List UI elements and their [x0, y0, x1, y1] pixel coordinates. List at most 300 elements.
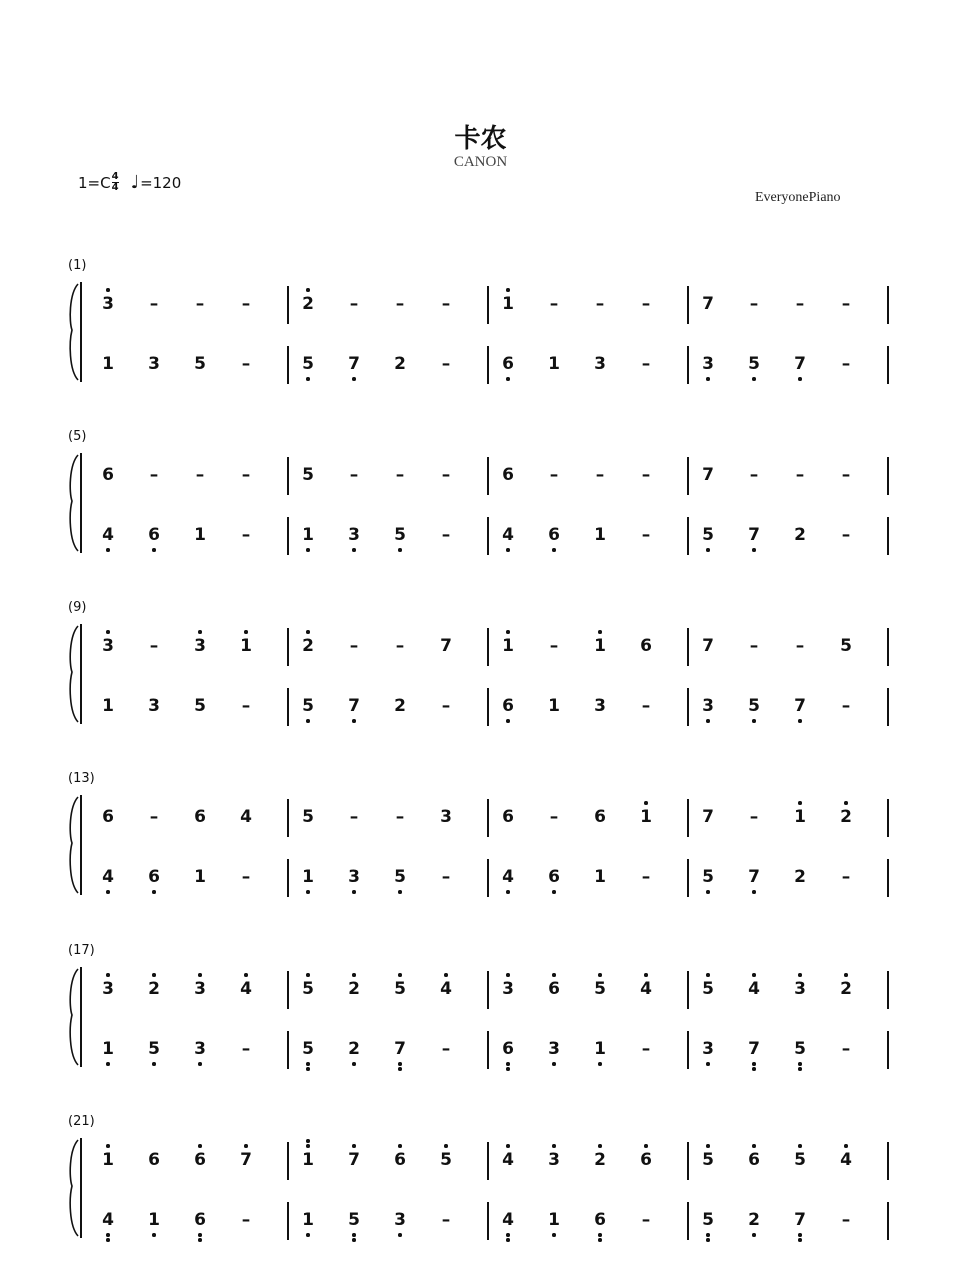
note-digit: 4	[440, 979, 452, 999]
note	[94, 800, 122, 834]
note-digit: 6	[148, 1150, 160, 1170]
note	[740, 860, 768, 894]
octave-down-dot	[398, 548, 402, 552]
note	[186, 800, 214, 834]
barline	[887, 346, 889, 384]
score-subtitle: CANON	[453, 154, 508, 170]
octave-up-dot	[644, 1144, 648, 1148]
note	[294, 689, 322, 723]
note-digit: 1	[502, 636, 514, 656]
barline	[687, 1031, 689, 1069]
dash-extension	[232, 287, 260, 321]
note-digit: 6	[148, 525, 160, 545]
note-digit: 5	[302, 1039, 314, 1059]
note	[694, 800, 722, 834]
octave-up-dot	[152, 973, 156, 977]
note-digit: 3	[348, 867, 360, 887]
note-digit: 4	[102, 867, 114, 887]
note-digit: 1	[194, 525, 206, 545]
note-digit: –	[149, 465, 159, 485]
octave-down-dot	[552, 548, 556, 552]
note-digit: –	[349, 636, 359, 656]
barline	[887, 1142, 889, 1180]
octave-down-dot	[598, 1233, 602, 1237]
barline	[287, 457, 289, 495]
note	[432, 972, 460, 1006]
octave-up-dot	[706, 973, 710, 977]
note-digit: 4	[640, 979, 652, 999]
note-digit: 6	[394, 1150, 406, 1170]
score-system	[0, 429, 961, 569]
note-digit: 4	[840, 1150, 852, 1170]
dash-extension	[232, 689, 260, 723]
octave-up-dot	[506, 630, 510, 634]
dash-extension	[632, 1203, 660, 1237]
note-digit: 3	[702, 354, 714, 374]
note-digit: 7	[348, 696, 360, 716]
note-digit: 5	[302, 465, 314, 485]
dash-extension	[340, 287, 368, 321]
note	[94, 1203, 122, 1237]
note	[786, 1203, 814, 1237]
note-digit: –	[641, 1210, 651, 1230]
note-digit: 2	[148, 979, 160, 999]
note-digit: 6	[594, 1210, 606, 1230]
note-digit: 6	[594, 807, 606, 827]
note	[740, 972, 768, 1006]
octave-down-dot	[506, 548, 510, 552]
octave-up-dot	[306, 288, 310, 292]
barline	[287, 1142, 289, 1180]
barline	[887, 859, 889, 897]
note-digit: –	[195, 465, 205, 485]
note-digit: 1	[502, 294, 514, 314]
note-digit: 2	[840, 807, 852, 827]
measure-number: (9)	[68, 600, 87, 615]
octave-up-dot	[598, 973, 602, 977]
note	[740, 1143, 768, 1177]
note-digit: 6	[502, 465, 514, 485]
note-digit: –	[441, 354, 451, 374]
note	[494, 629, 522, 663]
octave-down-dot	[352, 1238, 356, 1242]
note-digit: –	[641, 1039, 651, 1059]
dash-extension	[340, 458, 368, 492]
note-digit: 1	[240, 636, 252, 656]
barline	[887, 1202, 889, 1240]
note	[186, 1032, 214, 1066]
octave-down-dot	[752, 1062, 756, 1066]
note-digit: –	[749, 636, 759, 656]
note-digit: 1	[102, 696, 114, 716]
measure-number: (5)	[68, 429, 87, 444]
dash-extension	[740, 629, 768, 663]
note-digit: –	[749, 807, 759, 827]
octave-up-dot	[798, 973, 802, 977]
note-digit: 5	[702, 1150, 714, 1170]
note	[632, 972, 660, 1006]
octave-down-dot	[706, 1238, 710, 1242]
barline	[887, 971, 889, 1009]
note-digit: –	[441, 1039, 451, 1059]
note-digit: –	[841, 354, 851, 374]
note-digit: 5	[748, 696, 760, 716]
note-digit: 4	[102, 1210, 114, 1230]
note-digit: –	[241, 696, 251, 716]
octave-up-dot	[306, 1144, 310, 1148]
note	[586, 1203, 614, 1237]
note	[94, 287, 122, 321]
note-digit: 7	[440, 636, 452, 656]
note	[694, 1143, 722, 1177]
note-digit: –	[549, 465, 559, 485]
system-start-barline	[80, 282, 82, 382]
tempo-value: =120	[140, 173, 182, 192]
note-digit: 7	[794, 1210, 806, 1230]
octave-down-dot	[352, 377, 356, 381]
octave-down-dot	[106, 1062, 110, 1066]
note	[494, 689, 522, 723]
barline	[887, 457, 889, 495]
note-digit: 1	[548, 1210, 560, 1230]
note	[94, 629, 122, 663]
note	[694, 347, 722, 381]
note-digit: 6	[548, 867, 560, 887]
dash-extension	[832, 689, 860, 723]
note	[294, 972, 322, 1006]
note-digit: 6	[502, 696, 514, 716]
note-digit: 6	[748, 1150, 760, 1170]
note-digit: 5	[440, 1150, 452, 1170]
note-digit: 2	[348, 1039, 360, 1059]
octave-up-dot	[106, 288, 110, 292]
note-digit: 5	[302, 354, 314, 374]
note-digit: 4	[502, 1210, 514, 1230]
note	[232, 629, 260, 663]
note	[186, 972, 214, 1006]
note-digit: 2	[594, 1150, 606, 1170]
barline	[487, 1202, 489, 1240]
octave-down-dot	[306, 1233, 310, 1237]
octave-down-dot	[598, 1062, 602, 1066]
barline	[287, 286, 289, 324]
octave-up-dot	[244, 973, 248, 977]
dash-extension	[786, 629, 814, 663]
score-system	[0, 943, 961, 1083]
octave-up-dot	[306, 630, 310, 634]
brace-icon	[66, 795, 80, 895]
note-digit: 2	[302, 636, 314, 656]
dash-extension	[432, 1032, 460, 1066]
barline	[887, 688, 889, 726]
octave-down-dot	[552, 1233, 556, 1237]
dash-extension	[232, 1203, 260, 1237]
note-digit: 6	[548, 979, 560, 999]
note-digit: –	[549, 636, 559, 656]
note	[694, 689, 722, 723]
note	[94, 689, 122, 723]
note-digit: –	[149, 294, 159, 314]
system-start-barline	[80, 624, 82, 724]
octave-up-dot	[644, 801, 648, 805]
note-digit: –	[841, 525, 851, 545]
dash-extension	[832, 347, 860, 381]
note-digit: 1	[302, 525, 314, 545]
note-digit: –	[349, 294, 359, 314]
octave-down-dot	[352, 548, 356, 552]
octave-down-dot	[398, 1067, 402, 1071]
note-digit: 4	[502, 867, 514, 887]
note	[94, 347, 122, 381]
note-digit: 6	[102, 807, 114, 827]
note-digit: 3	[348, 525, 360, 545]
dash-extension	[140, 458, 168, 492]
note-digit: 5	[302, 807, 314, 827]
octave-down-dot	[306, 1062, 310, 1066]
octave-down-dot	[706, 377, 710, 381]
dash-extension	[386, 629, 414, 663]
barline	[487, 688, 489, 726]
note-digit: 7	[394, 1039, 406, 1059]
octave-up-dot	[306, 1139, 310, 1143]
system-start-barline	[80, 795, 82, 895]
barline	[487, 971, 489, 1009]
dash-extension	[632, 458, 660, 492]
octave-down-dot	[798, 1233, 802, 1237]
system-start-barline	[80, 967, 82, 1067]
dash-extension	[386, 287, 414, 321]
measure-number: (17)	[68, 943, 95, 958]
brace-icon	[66, 1138, 80, 1238]
note-digit: 5	[302, 696, 314, 716]
note	[586, 972, 614, 1006]
octave-down-dot	[552, 890, 556, 894]
barline	[487, 859, 489, 897]
octave-down-dot	[352, 719, 356, 723]
note	[232, 800, 260, 834]
time-signature-bottom: 4	[111, 182, 119, 193]
note-digit: 3	[148, 696, 160, 716]
note-digit: 5	[194, 354, 206, 374]
note	[494, 860, 522, 894]
barline	[487, 628, 489, 666]
octave-down-dot	[706, 548, 710, 552]
note-digit: 3	[394, 1210, 406, 1230]
octave-down-dot	[398, 890, 402, 894]
octave-down-dot	[798, 1062, 802, 1066]
note	[786, 860, 814, 894]
barline	[287, 517, 289, 555]
dash-extension	[632, 1032, 660, 1066]
system-start-barline	[80, 1138, 82, 1238]
note	[494, 972, 522, 1006]
note	[694, 972, 722, 1006]
barline	[487, 457, 489, 495]
note	[340, 347, 368, 381]
barline	[687, 628, 689, 666]
octave-up-dot	[752, 1144, 756, 1148]
note	[586, 1032, 614, 1066]
note-digit: 6	[640, 1150, 652, 1170]
note-digit: 5	[148, 1039, 160, 1059]
score-system	[0, 771, 961, 911]
note	[786, 347, 814, 381]
note	[94, 1032, 122, 1066]
octave-down-dot	[306, 548, 310, 552]
dash-extension	[540, 458, 568, 492]
barline	[487, 1031, 489, 1069]
octave-down-dot	[198, 1062, 202, 1066]
note-digit: –	[841, 867, 851, 887]
note	[386, 347, 414, 381]
barline	[687, 286, 689, 324]
dash-extension	[632, 689, 660, 723]
octave-up-dot	[198, 973, 202, 977]
note	[540, 1032, 568, 1066]
note	[140, 1143, 168, 1177]
note	[540, 1143, 568, 1177]
dash-extension	[432, 1203, 460, 1237]
time-signature	[112, 172, 119, 193]
note-digit: –	[149, 807, 159, 827]
note	[694, 1203, 722, 1237]
barline	[487, 799, 489, 837]
note	[740, 689, 768, 723]
note-digit: 4	[502, 525, 514, 545]
note-digit: 5	[794, 1039, 806, 1059]
octave-down-dot	[106, 1238, 110, 1242]
barline	[887, 799, 889, 837]
note	[494, 1143, 522, 1177]
octave-down-dot	[706, 1233, 710, 1237]
note-digit: –	[395, 465, 405, 485]
octave-down-dot	[706, 1062, 710, 1066]
note	[294, 1032, 322, 1066]
dash-extension	[186, 458, 214, 492]
note	[94, 972, 122, 1006]
note-digit: 7	[794, 354, 806, 374]
dash-extension	[832, 518, 860, 552]
note	[140, 689, 168, 723]
barline	[687, 971, 689, 1009]
note-digit: 6	[194, 1150, 206, 1170]
note-digit: 1	[194, 867, 206, 887]
score-title: 卡农	[454, 124, 507, 154]
note	[632, 1143, 660, 1177]
note	[832, 629, 860, 663]
note	[494, 347, 522, 381]
dash-extension	[432, 518, 460, 552]
note-digit: –	[241, 294, 251, 314]
note-digit: 5	[594, 979, 606, 999]
note-digit: 1	[594, 525, 606, 545]
octave-up-dot	[844, 801, 848, 805]
note-digit: –	[641, 465, 651, 485]
measure-number: (21)	[68, 1114, 95, 1129]
dash-extension	[540, 800, 568, 834]
dash-extension	[140, 800, 168, 834]
note-digit: –	[241, 1039, 251, 1059]
note	[786, 518, 814, 552]
barline	[687, 1142, 689, 1180]
dash-extension	[386, 458, 414, 492]
note-digit: 1	[548, 354, 560, 374]
note	[540, 860, 568, 894]
note-digit: 7	[748, 867, 760, 887]
octave-up-dot	[506, 1144, 510, 1148]
note-digit: 6	[502, 807, 514, 827]
note-digit: –	[749, 294, 759, 314]
note-digit: 4	[102, 525, 114, 545]
note-digit: –	[349, 465, 359, 485]
note	[740, 518, 768, 552]
octave-up-dot	[106, 973, 110, 977]
dash-extension	[232, 347, 260, 381]
note-digit: –	[241, 525, 251, 545]
octave-down-dot	[152, 890, 156, 894]
note-digit: –	[241, 867, 251, 887]
note	[694, 287, 722, 321]
note-digit: –	[241, 465, 251, 485]
note	[140, 1032, 168, 1066]
note-digit: 3	[148, 354, 160, 374]
dash-extension	[632, 860, 660, 894]
octave-up-dot	[244, 630, 248, 634]
note	[186, 518, 214, 552]
measure-number: (13)	[68, 771, 95, 786]
octave-down-dot	[506, 1233, 510, 1237]
octave-up-dot	[352, 1144, 356, 1148]
octave-down-dot	[752, 719, 756, 723]
octave-down-dot	[798, 1238, 802, 1242]
note-digit: 3	[440, 807, 452, 827]
quarter-note-icon: ♩	[130, 172, 140, 193]
note	[294, 860, 322, 894]
note-digit: 1	[148, 1210, 160, 1230]
note	[386, 860, 414, 894]
note	[740, 347, 768, 381]
barline	[687, 688, 689, 726]
note-digit: –	[441, 867, 451, 887]
note-digit: 1	[594, 1039, 606, 1059]
note-digit: 3	[702, 1039, 714, 1059]
note-digit: 7	[702, 294, 714, 314]
note	[540, 972, 568, 1006]
octave-up-dot	[506, 973, 510, 977]
dash-extension	[186, 287, 214, 321]
note	[386, 1032, 414, 1066]
note-digit: 7	[794, 696, 806, 716]
dash-extension	[340, 629, 368, 663]
note-digit: –	[841, 465, 851, 485]
octave-down-dot	[152, 1062, 156, 1066]
octave-down-dot	[106, 890, 110, 894]
dash-extension	[740, 287, 768, 321]
note	[386, 518, 414, 552]
note-digit: 4	[240, 979, 252, 999]
dash-extension	[232, 518, 260, 552]
note	[832, 1143, 860, 1177]
octave-up-dot	[706, 1144, 710, 1148]
note-digit: 3	[794, 979, 806, 999]
dash-extension	[832, 458, 860, 492]
note-digit: 3	[102, 636, 114, 656]
note-digit: 3	[502, 979, 514, 999]
note-digit: 3	[548, 1039, 560, 1059]
note-digit: 2	[748, 1210, 760, 1230]
barline	[687, 859, 689, 897]
barline	[687, 346, 689, 384]
